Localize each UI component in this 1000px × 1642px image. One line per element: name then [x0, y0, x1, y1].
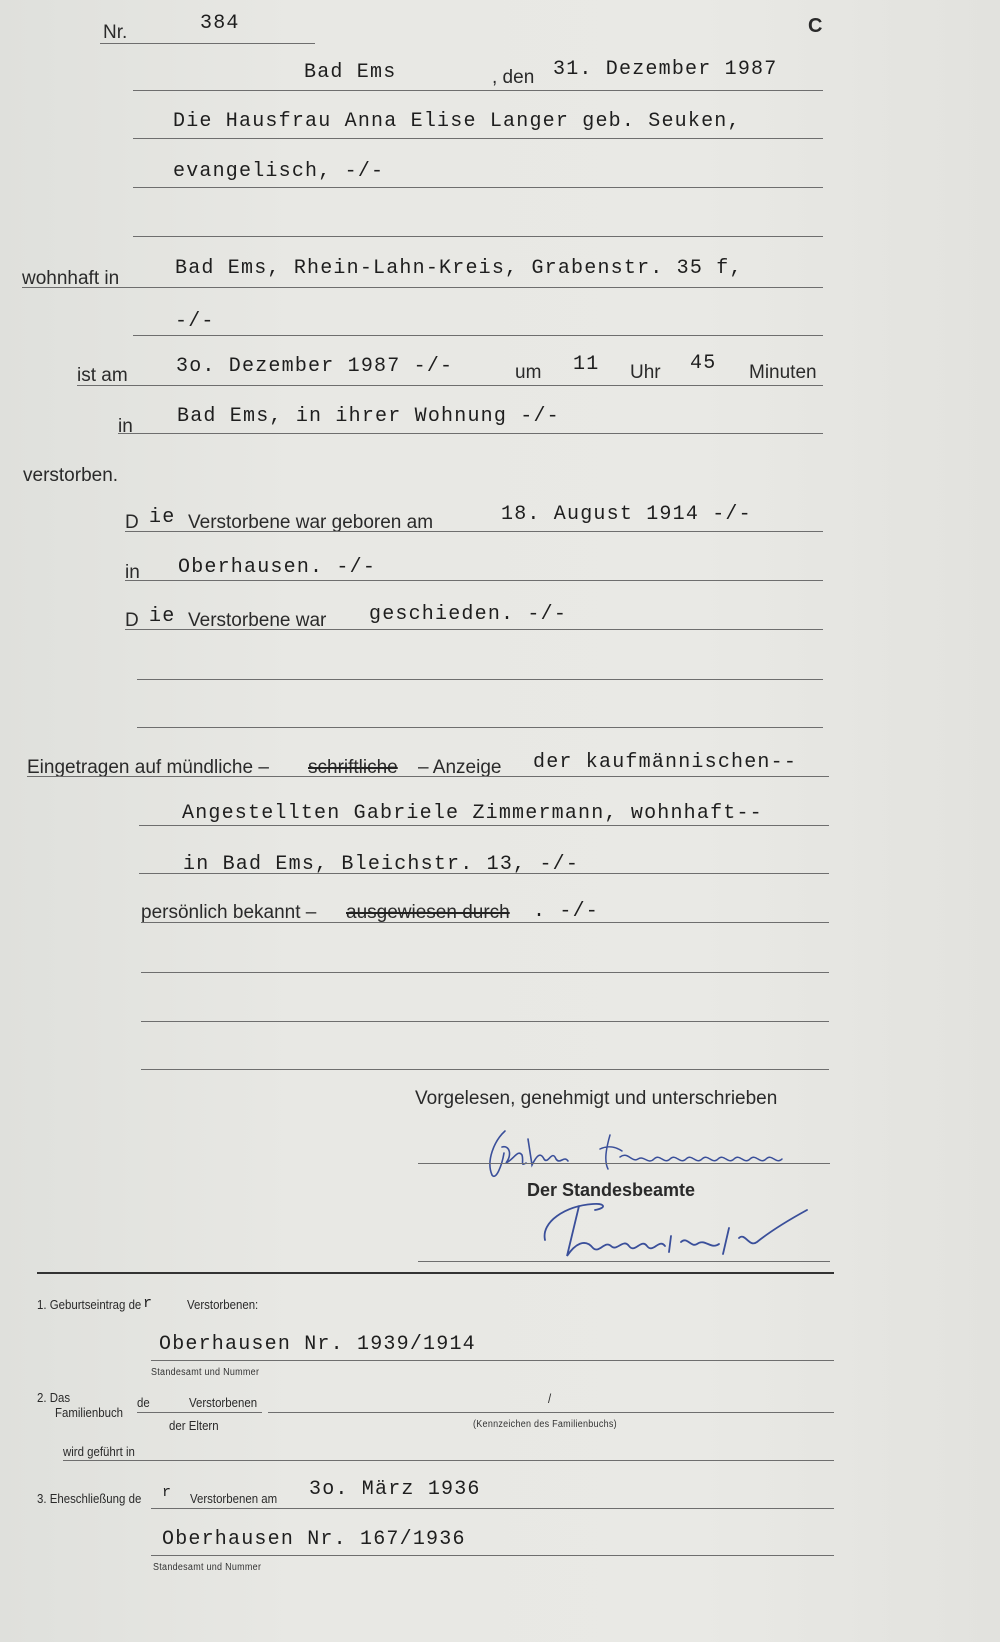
minuten-label: Minuten: [749, 362, 817, 383]
blank-rule-6: [141, 1069, 829, 1070]
item3-caption: Standesamt und Nummer: [153, 1562, 262, 1573]
death-hour: 11: [573, 353, 600, 376]
item1-verstorbenen: Verstorbenen:: [187, 1297, 259, 1312]
blank-rule-3: [137, 727, 823, 728]
birth-place-rule: [125, 580, 823, 581]
person-line-1-rule: [133, 138, 823, 139]
death-place: Bad Ems, in ihrer Wohnung -/-: [177, 405, 560, 428]
item1-suffix: r: [143, 1295, 154, 1312]
known-rule: [141, 922, 829, 923]
item2-label-a: 2. Das: [37, 1390, 71, 1405]
informant-signature: [480, 1125, 810, 1185]
blank-rule-1: [133, 236, 823, 237]
death-in-label: in: [118, 416, 133, 437]
person-line-2-rule: [133, 187, 823, 188]
residence-line-1-rule: [22, 287, 823, 288]
known-struck: ausgewiesen durch: [346, 902, 510, 923]
verstorben-label: verstorben.: [23, 465, 119, 486]
birth-date: 18. August 1914 -/-: [501, 503, 752, 526]
item2-wird: wird geführt in: [63, 1444, 135, 1459]
blank-rule-5: [141, 1021, 829, 1022]
registrar-label: Der Standesbeamte: [527, 1180, 696, 1200]
status-prefix-ie: ie: [149, 605, 176, 628]
report-line-2-rule: [139, 825, 829, 826]
death-date: 3o. Dezember 1987 -/-: [176, 355, 454, 378]
informant-signature-rule: [418, 1163, 830, 1164]
report-line-1-rule: [27, 776, 829, 777]
birth-label: Verstorbene war geboren am: [188, 512, 434, 533]
person-line-2: evangelisch, -/-: [173, 160, 385, 183]
report-line-3: in Bad Ems, Bleichstr. 13, -/-: [183, 853, 580, 876]
birth-date-rule: [125, 531, 823, 532]
um-label: um: [515, 362, 542, 383]
item2-label-b: Familienbuch: [55, 1405, 124, 1420]
item3-value: Oberhausen Nr. 167/1936: [162, 1528, 466, 1551]
item3-verstorbenen: Verstorbenen am: [190, 1491, 278, 1506]
blank-rule-4: [141, 972, 829, 973]
header-date: 31. Dezember 1987: [553, 58, 778, 81]
birth-prefix-ie: ie: [149, 506, 176, 529]
item2-left-rule: [137, 1412, 262, 1413]
item2-slash: /: [548, 1391, 552, 1406]
item2-right-rule: [268, 1412, 834, 1413]
status-label: Verstorbene war: [188, 610, 327, 631]
status-value: geschieden. -/-: [369, 603, 568, 626]
item2-wird-rule: [63, 1460, 834, 1461]
status-prefix-d: D: [125, 610, 139, 631]
item1-caption: Standesamt und Nummer: [151, 1367, 260, 1378]
person-line-1: Die Hausfrau Anna Elise Langer geb. Seuken,: [173, 110, 741, 133]
header-line: [133, 90, 823, 91]
report-line-3-rule: [139, 873, 829, 874]
birth-place: Oberhausen. -/-: [178, 556, 377, 579]
uhr-label: Uhr: [630, 362, 661, 383]
nr-label: Nr.: [103, 22, 128, 43]
status-rule: [125, 629, 823, 630]
residence-line-2: -/-: [175, 310, 215, 333]
record-number: 384: [200, 12, 240, 35]
item3-suffix: r: [162, 1484, 173, 1501]
blank-rule-2: [137, 679, 823, 680]
item1-label: 1. Geburtseintrag de: [37, 1297, 142, 1312]
item2-verstorbenen: Verstorbenen: [189, 1395, 258, 1410]
report-struck-word: schriftliche: [308, 757, 398, 778]
report-label-start: Eingetragen auf mündliche –: [27, 757, 269, 778]
header-place: Bad Ems: [304, 61, 397, 84]
item3-date-rule: [151, 1508, 834, 1509]
item1-value: Oberhausen Nr. 1939/1914: [159, 1333, 476, 1356]
birth-in-label: in: [125, 562, 140, 583]
death-date-rule: [77, 385, 823, 386]
item3-rule: [151, 1555, 834, 1556]
ist-am-label: ist am: [77, 365, 128, 386]
birth-prefix-d: D: [125, 512, 139, 533]
item2-caption: (Kennzeichen des Familienbuchs): [473, 1419, 617, 1430]
item2-eltern: der Eltern: [169, 1418, 219, 1433]
item3-date: 3o. März 1936: [309, 1478, 481, 1501]
report-label-end: – Anzeige: [418, 757, 502, 778]
nr-line: [100, 43, 315, 44]
registrar-signature-rule: [418, 1261, 830, 1262]
known-end: . -/-: [533, 900, 600, 923]
item2-de: de: [137, 1395, 150, 1410]
residence-line-1: Bad Ems, Rhein-Lahn-Kreis, Grabenstr. 35 f,: [175, 257, 743, 280]
report-line-1: der kaufmännischen--: [533, 751, 798, 774]
known-label: persönlich bekannt –: [141, 902, 317, 923]
death-minutes: 45: [690, 352, 717, 375]
footer-separator: [37, 1272, 834, 1274]
item1-rule: [151, 1360, 834, 1361]
wohnhaft-label: wohnhaft in: [22, 268, 120, 289]
read-approved-label: Vorgelesen, genehmigt und unterschrieben: [415, 1088, 778, 1109]
den-label: , den: [492, 67, 535, 88]
registrar-signature: [535, 1198, 835, 1264]
death-place-rule: [118, 433, 823, 434]
residence-line-2-rule: [133, 335, 823, 336]
report-line-2: Angestellten Gabriele Zimmermann, wohnhaft--: [182, 802, 763, 825]
item3-label: 3. Eheschließung de: [37, 1491, 142, 1506]
corner-letter: C: [808, 15, 823, 37]
